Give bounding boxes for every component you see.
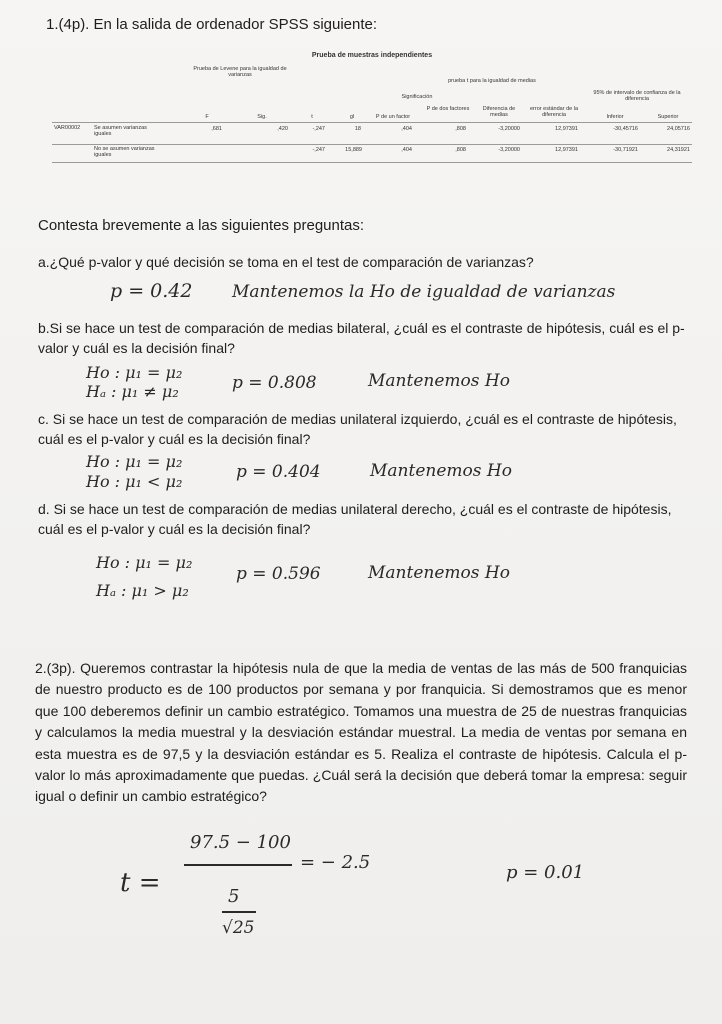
table-cell: ,420 bbox=[277, 126, 288, 132]
table-cell: 24,31921 bbox=[667, 147, 690, 153]
table-cell: ,808 bbox=[455, 126, 466, 132]
answer-b-h1: Hₐ : μ₁ ≠ μ₂ bbox=[86, 382, 179, 401]
col-header-std-error: error estándar de la diferencia bbox=[530, 106, 578, 118]
col-header-f: F bbox=[205, 114, 209, 120]
answer-c-h1: Ho : μ₁ < μ₂ bbox=[86, 472, 183, 491]
col-header-mean-diff: Diferencia de medias bbox=[482, 106, 516, 118]
row-label-equal: Se asumen varianzas iguales bbox=[94, 125, 147, 137]
answer-c-h0: Ho : μ₁ = μ₂ bbox=[86, 452, 183, 471]
answer-d-decision: Mantenemos Ho bbox=[368, 563, 510, 583]
ci-header: 95% de intervalo de confianza de la diferencia bbox=[593, 90, 681, 102]
col-header-p-two: P de dos factores bbox=[426, 106, 470, 112]
instruction-text: Contesta brevemente a las siguientes preguntas: bbox=[38, 217, 365, 234]
significance-header: Significación bbox=[401, 94, 433, 100]
table-cell: -,247 bbox=[312, 126, 325, 132]
col-header-upper: Superior bbox=[657, 114, 679, 120]
table-cell: -30,45716 bbox=[613, 126, 638, 132]
col-header-gl: gl bbox=[349, 114, 355, 120]
inner-fraction-bar bbox=[222, 911, 256, 913]
table-divider bbox=[52, 162, 692, 163]
answer-b-pvalue: p = 0.808 bbox=[232, 373, 317, 393]
answer-d-pvalue: p = 0.596 bbox=[236, 564, 321, 584]
table-cell: 18 bbox=[354, 126, 361, 132]
question-d-text: d. Si se hace un test de comparación de medias unilateral derecho, ¿cuál es el contraste de hipótesis, cuál es el p-valor y cuál es la decisión final? bbox=[38, 501, 672, 537]
answer-c-decision: Mantenemos Ho bbox=[370, 461, 512, 481]
table-cell: -30,71921 bbox=[613, 147, 638, 153]
question-1-title: 1.(4p). En la salida de ordenador SPSS siguiente: bbox=[46, 16, 378, 33]
col-header-sig: Sig. bbox=[257, 114, 267, 120]
table-cell: 24,05716 bbox=[667, 126, 690, 132]
table-cell: 12,97391 bbox=[555, 126, 578, 132]
t-statistic-label: t = bbox=[120, 868, 161, 898]
table-cell: ,808 bbox=[455, 147, 466, 153]
table-cell: 12,97391 bbox=[555, 147, 578, 153]
question-c-text: c. Si se hace un test de comparación de medias unilateral izquierdo, ¿cuál es el contraste de hipótesis, cuál es el p-valor y cuál es la decisión final? bbox=[38, 411, 677, 447]
spss-table-title: Prueba de muestras independientes bbox=[311, 52, 433, 59]
t-formula-numerator: 97.5 − 100 bbox=[190, 832, 291, 853]
table-cell: 15,889 bbox=[345, 147, 362, 153]
answer-b-h0: Ho : μ₁ = μ₂ bbox=[86, 363, 183, 382]
ttest-header: prueba t para la igualdad de medias bbox=[448, 78, 536, 84]
t-formula-denominator-den: √25 bbox=[222, 918, 255, 938]
answer-d-h1: Hₐ : μ₁ > μ₂ bbox=[96, 581, 189, 600]
table-cell: ,404 bbox=[401, 147, 412, 153]
answer-a-decision: Mantenemos la Ho de igualdad de varianzas bbox=[232, 282, 616, 302]
t-statistic-result: = − 2.5 bbox=[300, 852, 371, 873]
spss-output-table bbox=[52, 52, 692, 170]
col-header-p-one: P de un factor bbox=[375, 114, 411, 120]
table-cell: ,404 bbox=[401, 126, 412, 132]
answer-d-h0: Ho : μ₁ = μ₂ bbox=[96, 553, 193, 572]
levene-header: Prueba de Levene para la igualdad de varianzas bbox=[193, 66, 287, 78]
answer-c-pvalue: p = 0.404 bbox=[236, 462, 321, 482]
t-formula-denominator-num: 5 bbox=[228, 886, 240, 907]
answer-b-decision: Mantenemos Ho bbox=[368, 371, 510, 391]
answer-a-pvalue: p = 0.42 bbox=[110, 280, 193, 302]
table-cell: ,681 bbox=[211, 126, 222, 132]
question-2-text: 2.(3p). Queremos contrastar la hipótesis nula de que la media de ventas de las más de 500 franquicias de nuestro producto es de 100 productos por semana y por franquicia. Si demostramos que es menor que 100 deberemos definir un cambio estratégico. Tomamos una muestra de 25 de nuestras franquicias y calculamos la media muestral y la desviación estándar muestral. La media de ventas por semana en esta muestra es de 97,5 y la desviación estándar es 5. Realiza el contraste de hipótesis. Calcula el p-valor lo más aproximadamente que puedas. ¿Cuál será la decisión que deberá tomar la empresa: seguir igual o definir un cambio estratégico? bbox=[35, 660, 687, 805]
col-header-t: t bbox=[311, 114, 313, 120]
table-divider bbox=[52, 122, 692, 123]
row-label-unequal: No se asumen varianzas iguales bbox=[94, 146, 155, 158]
q2-pvalue: p = 0.01 bbox=[506, 862, 585, 883]
table-cell: -3,20000 bbox=[498, 126, 520, 132]
question-a-text: a.¿Qué p-valor y qué decisión se toma en el test de comparación de varianzas? bbox=[38, 254, 534, 270]
question-b-text: b.Si se hace un test de comparación de medias bilateral, ¿cuál es el contraste de hipótesis, cuál es el p-valor y cuál es la decisión final? bbox=[38, 320, 685, 356]
variable-label: VAR00002 bbox=[54, 125, 81, 131]
table-cell: -3,20000 bbox=[498, 147, 520, 153]
table-divider bbox=[52, 144, 692, 145]
fraction-bar bbox=[184, 864, 292, 866]
table-cell: -,247 bbox=[312, 147, 325, 153]
col-header-lower: Inferior bbox=[606, 114, 624, 120]
